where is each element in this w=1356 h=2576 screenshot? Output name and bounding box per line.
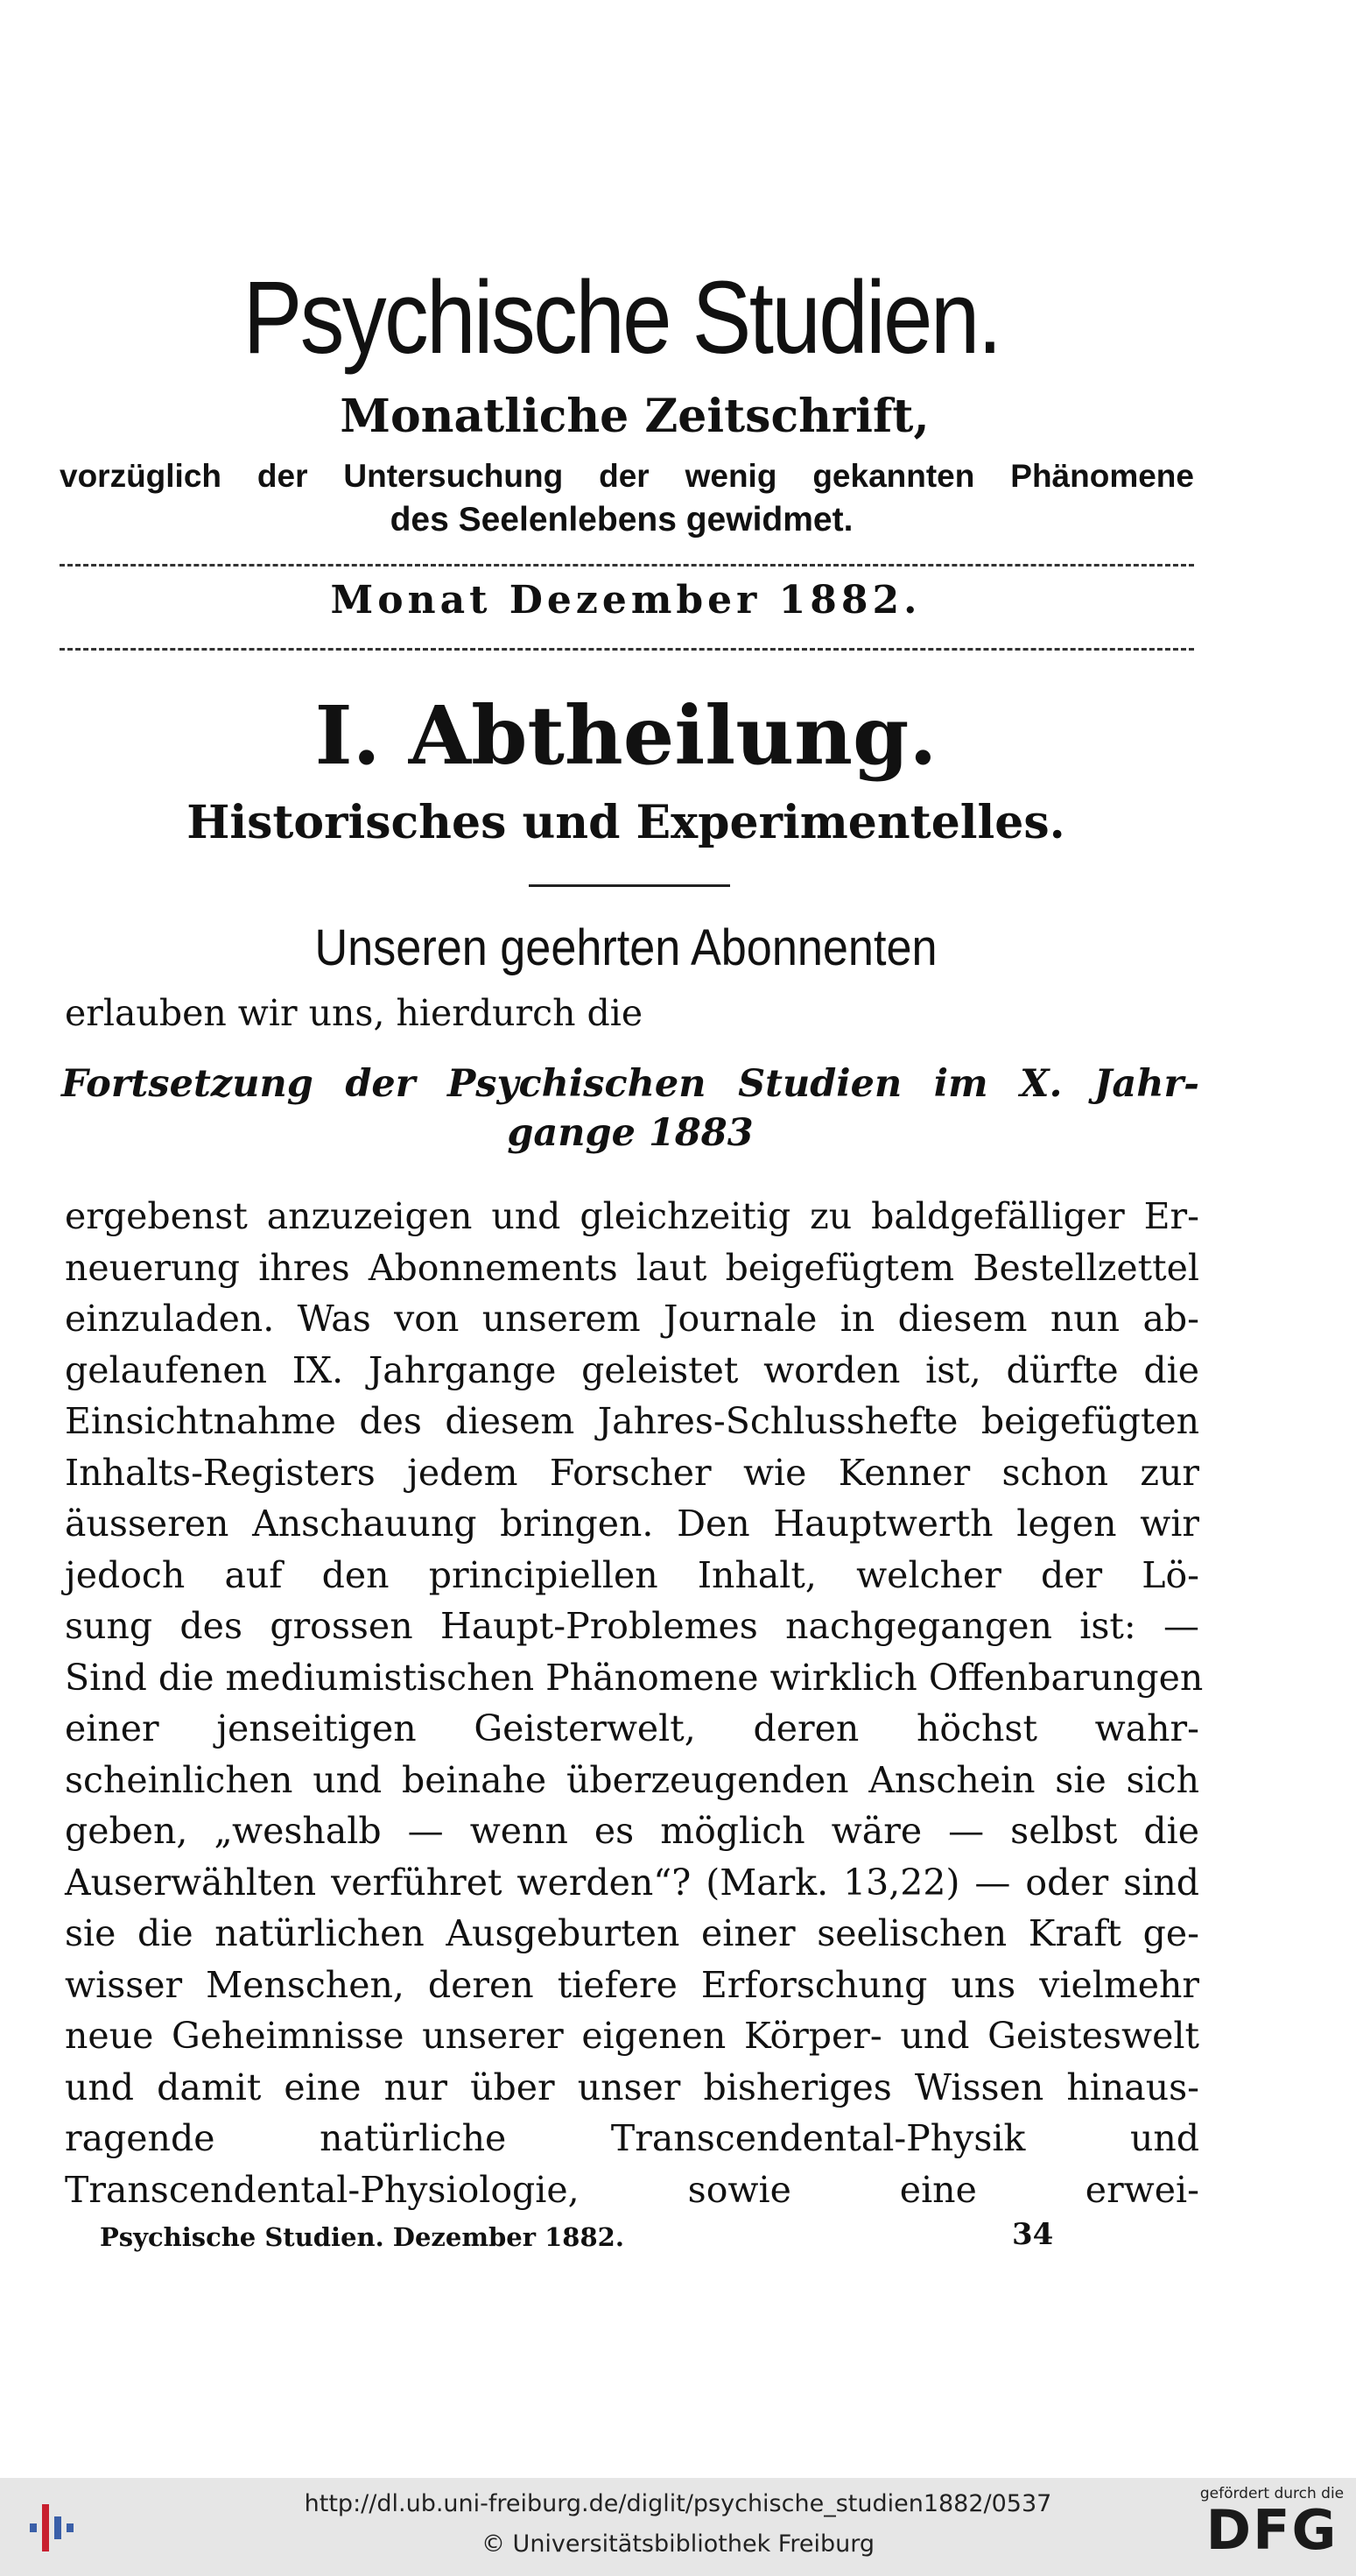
page-signature: 34 <box>1012 2217 1054 2252</box>
body-line: einzuladen. Was von unserem Journale in diesem nun ab- <box>65 1298 1199 1340</box>
article-intro: erlauben wir uns, hierdurch die <box>65 992 643 1034</box>
body-line: Sind die mediumistischen Phänomene wirklich Offenbarungen <box>65 1656 1204 1699</box>
body-line: gelaufenen IX. Jahrgange geleistet worden ist, dürfte die <box>65 1348 1199 1391</box>
body-line: geben, „weshalb — wenn es möglich wäre — selbst die <box>65 1810 1199 1852</box>
body-line: Auserwählten verführet werden“? (Mark. 13,22) — oder sind <box>65 1861 1199 1904</box>
journal-description-line2: des Seelenlebens gewidmet. <box>390 501 854 538</box>
issue-date: Monat Dezember 1882. <box>330 578 922 623</box>
body-line: Einsichtnahme des diesem Jahres-Schlusshefte beigefügten <box>65 1400 1199 1442</box>
page-footer-journal: Psychische Studien. Dezember 1882. <box>100 2222 624 2252</box>
viewer-bar <box>0 2478 1356 2576</box>
journal-description-line1: vorzüglich der Untersuchung der wenig gekannten Phänomene <box>60 458 1194 494</box>
article-body <box>65 1191 1204 2215</box>
divider-top <box>60 564 1194 567</box>
body-line: neuerung ihres Abonnements laut beigefügtem Bestellzettel <box>65 1246 1199 1289</box>
body-line: sie die natürlichen Ausgeburten einer seelischen Kraft ge- <box>65 1912 1199 1954</box>
body-line: jedoch auf den principiellen Inhalt, welcher der Lö- <box>65 1553 1199 1596</box>
journal-subtitle: Monatliche Zeitschrift, <box>340 390 930 443</box>
body-line: ragende natürliche Transcendental-Physik und <box>65 2117 1199 2159</box>
emphasis-line-1: Fortsetzung der Psychischen Studien im X. Jahr- <box>61 1062 1199 1106</box>
body-line: einer jenseitigen Geisterwelt, deren höchst wahr- <box>65 1707 1199 1749</box>
funder-label: gefördert durch die <box>1199 2485 1345 2502</box>
journal-title: Psychische Studien. <box>242 260 1001 376</box>
body-line: wisser Menschen, deren tiefere Erforschung uns vielmehr <box>65 1963 1199 2006</box>
body-line: ergebenst anzuzeigen und gleichzeitig zu baldgefälliger Er- <box>65 1195 1199 1237</box>
dfg-logo <box>1198 2485 1346 2572</box>
body-line: scheinlichen und beinahe überzeugenden Anschein sie sich <box>65 1758 1199 1801</box>
body-line: sung des grossen Haupt-Problemes nachgegangen ist: — <box>65 1605 1199 1647</box>
divider-bottom <box>60 648 1194 651</box>
emphasis-line-2: gange 1883 <box>507 1111 754 1155</box>
section-title: I. Abtheilung. <box>314 688 938 783</box>
section-subtitle: Historisches und Experimentelles. <box>186 796 1065 849</box>
body-line: äusseren Anschauung bringen. Den Hauptwerth legen wir <box>65 1503 1199 1545</box>
dfg-logo-icon: DFG <box>1205 2498 1338 2562</box>
section-rule <box>529 884 730 887</box>
body-line: Inhalts-Registers jedem Forscher wie Kenner schon zur <box>65 1451 1199 1494</box>
article-heading: Unseren geehrten Abonnenten <box>314 919 938 976</box>
copyright-text: © Universitätsbibliothek Freiburg <box>481 2530 875 2558</box>
body-line: Transcendental-Physiologie, sowie eine erwei- <box>65 2168 1199 2211</box>
body-line: und damit eine nur über unser bisheriges Wissen hinaus- <box>65 2066 1199 2108</box>
body-line: neue Geheimnisse unserer eigenen Körper- und Geisteswelt <box>65 2015 1199 2057</box>
page-url-link[interactable]: http://dl.ub.uni-freiburg.de/diglit/psychische_studien1882/0537 <box>304 2490 1052 2517</box>
article-emphasis <box>61 1059 1199 1158</box>
